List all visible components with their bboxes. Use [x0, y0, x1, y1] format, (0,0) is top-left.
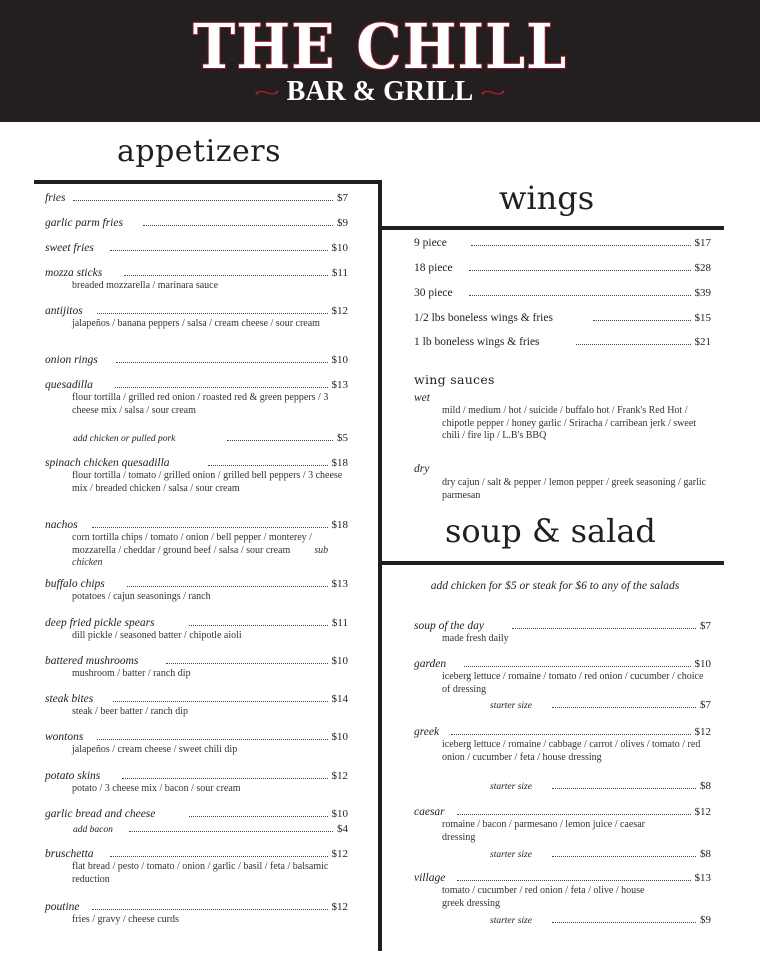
item-name: 18 piece [414, 262, 453, 274]
item-price: $39 [694, 287, 711, 299]
dot-leader [189, 625, 328, 626]
menu-item [414, 806, 711, 862]
item-name: onion rings [45, 354, 98, 366]
dot-leader [97, 739, 327, 740]
item-name: 30 piece [414, 287, 453, 299]
starter-size-row [414, 780, 711, 794]
dot-leader [451, 734, 690, 735]
dot-leader [129, 831, 333, 832]
item-description [45, 532, 348, 570]
menu-item [45, 731, 348, 757]
item-name: antijitos [45, 305, 83, 317]
item-description: romaine / bacon / parmesano / lemon juice / caesar dressing [442, 819, 645, 843]
item-name: poutine [45, 901, 80, 913]
menu-item [45, 901, 348, 927]
starter-label: starter size [490, 701, 532, 711]
item-description: potato / 3 cheese mix / bacon / sour cream [72, 783, 241, 794]
item-price: $10 [331, 731, 348, 743]
dry-sauces-label: dry [414, 463, 430, 475]
item-description: mushroom / batter / ranch dip [72, 668, 191, 679]
item-price: $10 [331, 242, 348, 254]
dot-leader [552, 856, 696, 857]
menu-item [45, 354, 348, 367]
item-name: 9 piece [414, 237, 447, 249]
addon-name: add chicken or pulled pork [73, 434, 176, 444]
item-price: $7 [337, 192, 348, 204]
item-price: $21 [694, 336, 711, 348]
menu-item [45, 457, 348, 495]
dot-leader [457, 814, 691, 815]
dot-leader [593, 320, 691, 321]
addon-price: $4 [337, 823, 348, 835]
menu-item [45, 217, 348, 230]
menu-item [45, 519, 348, 570]
dot-leader [576, 344, 691, 345]
item-name: caesar [414, 806, 445, 818]
dot-leader [552, 788, 696, 789]
appetizers-divider [34, 180, 382, 184]
dot-leader [116, 362, 328, 363]
dot-leader [471, 245, 691, 246]
item-description: made fresh daily [442, 633, 509, 644]
item-price: $10 [331, 354, 348, 366]
item-name: quesadilla [45, 379, 93, 391]
item-description: jalapeños / banana peppers / salsa / cream cheese / sour cream [72, 318, 320, 329]
brand-subtitle [0, 76, 760, 109]
starter-price: $8 [700, 848, 711, 860]
subtitle-text: BAR & GRILL [286, 76, 474, 107]
item-price: $13 [331, 578, 348, 590]
menu-item [45, 192, 348, 205]
dot-leader [115, 387, 328, 388]
dot-leader [208, 465, 328, 466]
dot-leader [464, 666, 690, 667]
item-price: $12 [694, 806, 711, 818]
item-price: $12 [331, 848, 348, 860]
sub-chicken-note: sub chicken [72, 544, 329, 568]
item-price: $28 [694, 262, 711, 274]
menu-item [45, 655, 348, 681]
dot-leader [552, 707, 696, 708]
wings-title: wings [499, 179, 595, 217]
brand-logo: THE CHILL [192, 10, 568, 83]
starter-label: starter size [490, 782, 532, 792]
item-description: iceberg lettuce / romaine / tomato / red onion / cucumber / choice of dressing [442, 671, 704, 695]
menu-item [45, 848, 348, 886]
item-price: $15 [694, 312, 711, 324]
item-name: sweet fries [45, 242, 94, 254]
dot-leader [110, 250, 328, 251]
menu-item-addon [45, 432, 348, 446]
dry-sauces-list: dry cajun / salt & pepper / lemon pepper / greek seasoning / garlic parmesan [442, 477, 707, 501]
wing-sauces-title: wing sauces [414, 372, 495, 387]
dot-leader [469, 270, 691, 271]
item-name: buffalo chips [45, 578, 105, 590]
dot-leader [110, 856, 328, 857]
starter-label: starter size [490, 916, 532, 926]
item-price: $9 [337, 217, 348, 229]
menu-item [414, 287, 711, 300]
item-description: tomato / cucumber / red onion / feta / olive / house greek dressing [442, 885, 645, 909]
item-price: $14 [331, 693, 348, 705]
item-price: $10 [331, 808, 348, 820]
wet-sauces-list: mild / medium / hot / suicide / buffalo hot / Frank's Red Hot / chipotle pepper / honey garlic / Sriracha / carribean jerk / sweet chili / fire lip / L.B's BBQ [442, 405, 697, 441]
menu-item [414, 237, 711, 250]
menu-item [45, 379, 348, 417]
dot-leader [73, 200, 333, 201]
item-description: jalapeños / cream cheese / sweet chili dip [72, 744, 238, 755]
right-flourish-icon: ~ [480, 80, 507, 105]
dot-leader [124, 275, 328, 276]
item-name: steak bites [45, 693, 94, 705]
menu-item [45, 693, 348, 719]
column-divider [378, 180, 382, 951]
menu-item [414, 312, 711, 325]
dot-leader [166, 663, 327, 664]
item-name: 1/2 lbs boneless wings & fries [414, 312, 553, 324]
item-name: nachos [45, 519, 78, 531]
appetizers-title: appetizers [117, 134, 281, 169]
dot-leader [127, 586, 328, 587]
item-description: potatoes / cajun seasonings / ranch [72, 591, 211, 602]
item-description: dill pickle / seasoned batter / chipotle aioli [72, 630, 242, 641]
addon-price: $5 [337, 432, 348, 444]
dot-leader [552, 922, 696, 923]
item-price: $13 [694, 872, 711, 884]
dot-leader [143, 225, 333, 226]
item-name: garlic bread and cheese [45, 808, 156, 820]
dot-leader [457, 880, 690, 881]
item-price: $17 [694, 237, 711, 249]
item-name: bruschetta [45, 848, 94, 860]
dot-leader [227, 440, 333, 441]
menu-item [414, 620, 711, 646]
dot-leader [92, 909, 328, 910]
starter-price: $8 [700, 780, 711, 792]
item-name: fries [45, 192, 66, 204]
menu-item [45, 770, 348, 796]
desc-text: corn tortilla chips / tomato / onion / bell pepper / monterey / mozzarella / cheddar / ground beef / salsa / sour cream [72, 532, 312, 556]
item-name: mozza sticks [45, 267, 103, 279]
item-name: deep fried pickle spears [45, 617, 155, 629]
item-price: $13 [331, 379, 348, 391]
menu-item-addon [45, 823, 348, 837]
starter-size-row [414, 914, 711, 928]
dot-leader [189, 816, 327, 817]
item-name: garden [414, 658, 447, 670]
item-name: garlic parm fries [45, 217, 123, 229]
menu-item [414, 262, 711, 275]
item-price: $10 [331, 655, 348, 667]
menu-item [45, 578, 348, 604]
item-price: $10 [694, 658, 711, 670]
soup-salad-divider [378, 561, 724, 565]
item-description: flour tortilla / grilled red onion / roasted red & green peppers / 3 cheese mix / salsa / sour cream [72, 392, 329, 416]
dot-leader [97, 313, 328, 314]
menu-item [414, 726, 711, 794]
dot-leader [113, 701, 327, 702]
item-description: flat bread / pesto / tomato / onion / garlic / basil / feta / balsamic reduction [72, 861, 329, 885]
dot-leader [469, 295, 691, 296]
item-description: steak / beer batter / ranch dip [72, 706, 189, 717]
dot-leader [512, 628, 696, 629]
salad-addon-note: add chicken for $5 or steak for $6 to any of the salads [430, 580, 680, 592]
menu-item [414, 872, 711, 928]
item-price: $11 [331, 267, 348, 279]
wet-sauces-label: wet [414, 392, 430, 404]
item-name: village [414, 872, 446, 884]
starter-price: $9 [700, 914, 711, 926]
starter-label: starter size [490, 850, 532, 860]
item-description: iceberg lettuce / romaine / cabbage / carrot / olives / tomato / red onion / cucumber / feta / house dressing [442, 739, 701, 763]
item-price: $12 [694, 726, 711, 738]
menu-item [45, 242, 348, 255]
item-price: $11 [331, 617, 348, 629]
item-price: $18 [331, 457, 348, 469]
menu-item [414, 336, 711, 349]
item-description: breaded mozzarella / marinara sauce [72, 280, 219, 291]
wings-divider [378, 226, 724, 230]
item-price: $12 [331, 770, 348, 782]
item-description: fries / gravy / cheese curds [72, 914, 179, 925]
item-price: $12 [331, 305, 348, 317]
item-name: wontons [45, 731, 84, 743]
item-name: spinach chicken quesadilla [45, 457, 170, 469]
menu-item [414, 658, 711, 713]
addon-name: add bacon [73, 825, 113, 835]
item-price: $18 [331, 519, 348, 531]
menu-header [0, 0, 760, 122]
item-price: $12 [331, 901, 348, 913]
item-name: battered mushrooms [45, 655, 139, 667]
item-name: soup of the day [414, 620, 484, 632]
item-description: flour tortilla / tomato / grilled onion / grilled bell peppers / 3 cheese mix / breaded chicken / salsa / sour cream [72, 470, 343, 494]
item-name: greek [414, 726, 440, 738]
item-name: potato skins [45, 770, 101, 782]
menu-item [45, 267, 348, 293]
starter-size-row [414, 699, 711, 713]
soup-salad-title: soup & salad [445, 512, 656, 550]
menu-item [45, 305, 348, 331]
item-name: 1 lb boneless wings & fries [414, 336, 540, 348]
dot-leader [122, 778, 327, 779]
menu-item [45, 808, 348, 821]
item-price: $7 [700, 620, 711, 632]
left-flourish-icon: ~ [253, 80, 280, 105]
starter-price: $7 [700, 699, 711, 711]
starter-size-row [414, 848, 711, 862]
menu-item [45, 617, 348, 643]
dot-leader [92, 527, 328, 528]
